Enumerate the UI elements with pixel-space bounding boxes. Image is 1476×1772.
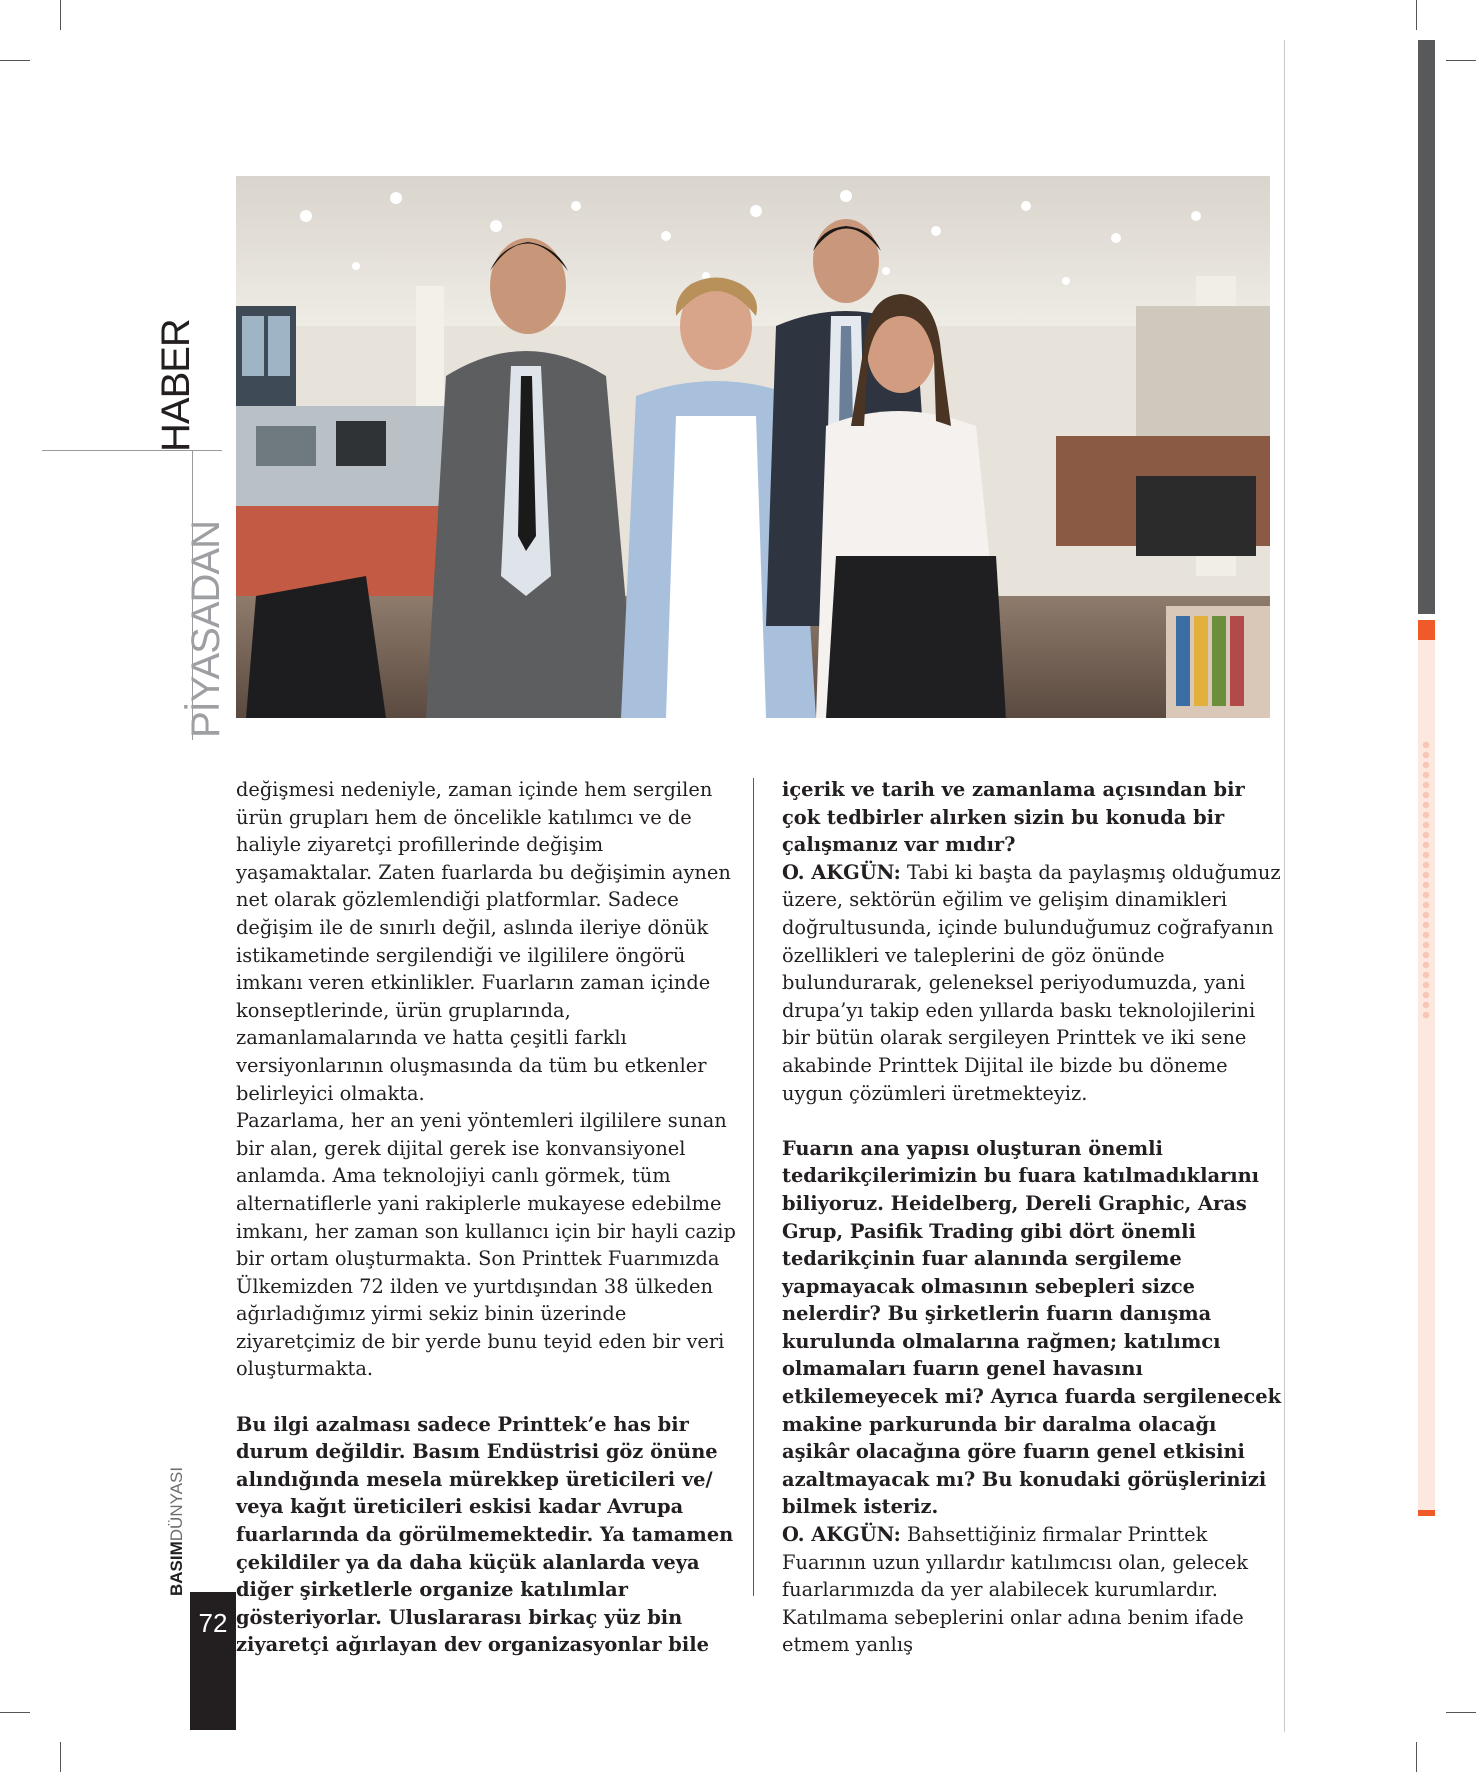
margin-bar-accent — [1418, 620, 1435, 640]
crop-mark — [1446, 1712, 1476, 1713]
margin-bar-accent-bottom — [1418, 1510, 1435, 1516]
crop-mark — [60, 0, 61, 30]
margin-dot-pattern — [1420, 740, 1432, 1020]
answer-text: Tabi ki başta da paylaşmış olduğumuz üzere, sektörün eğilim ve gelişim dinamikleri doğrultusunda, içinde bulunduğumuz coğrafyanın özellikleri ve taleplerini de göz önünde bulundurarak, geleneksel periyodumuzda, yani drupa’yı takip eden yıllarda baskı teknolojilerini bir bütün olarak sergileyen Printtek ve iki sene akabinde Printtek Dijital ile bizde bu döneme uygun çözümleri üretmekteyiz. — [782, 860, 1281, 1105]
paragraph-gap — [782, 1107, 1282, 1135]
section-label: HABER — [154, 319, 198, 452]
right-margin-rule — [1284, 40, 1285, 1732]
crop-mark — [1416, 1742, 1417, 1772]
article-paragraph: Pazarlama, her an yeni yöntemleri ilgililere sunan bir alan, gerek dijital gerek ise konvansiyonel anlamda. Ama teknolojiyi canlı görmek, tüm alternatiflerle yani rakiplerle mukayese edebilme imkanı, her zaman son kullanıcı için bir hayli cazip bir ortam oluşturmakta. Son Printtek Fuarımızda Ülkemizden 72 ilden ve yurtdışından 38 ülkeden ağırladığımız yirmi sekiz binin üzerinde ziyaretçimiz de bir yerde bunu teyid eden bir veri oluşturmakta. — [236, 1109, 736, 1381]
crop-mark — [1416, 0, 1417, 30]
magazine-name-bold: BASIM — [167, 1541, 186, 1596]
magazine-name-light: DÜNYASI — [167, 1466, 186, 1542]
paragraph-gap — [236, 1383, 736, 1411]
margin-bar-dark — [1418, 40, 1435, 614]
group-photo — [236, 176, 1270, 718]
column-divider — [753, 778, 754, 1596]
crop-mark — [60, 1742, 61, 1772]
interview-question: Fuarın ana yapısı oluşturan önemli tedarikçilerimizin bu fuara katılmadıklarını biliyoruz. Heidelberg, Dereli Graphic, Aras Grup, Pasifik Trading gibi dört önemli tedarikçinin fuar alanında sergileme yapmayacak olmasının sebepleri sizce nelerdir? Bu şirketlerin fuarın danışma kurulunda olmalarına rağmen; katılımcı olmamaları fuarın genel havasını etkilemeyecek mi? Ayrıca fuarda sergilenecek makine parkurunda bir daralma olacağı aşikâr olacağına göre fuarın genel etkisini azaltmayacak mı? Bu konudaki görüşlerinizi bilmek isteriz. — [782, 1136, 1282, 1519]
interview-question-continued: içerik ve tarih ve zamanlama açısından bir çok tedbirler alırken sizin bu konuda bir çalışmanız var mıdır? — [782, 778, 1245, 857]
article-column-right — [782, 776, 1282, 1659]
page-number: 72 — [198, 1608, 228, 1638]
crop-mark — [1446, 60, 1476, 61]
speaker-name: O. AKGÜN: — [782, 1523, 901, 1547]
interview-answer — [782, 1521, 1282, 1659]
speaker-name: O. AKGÜN: — [782, 860, 901, 884]
magazine-name — [168, 1467, 185, 1596]
crop-mark — [0, 1712, 30, 1713]
article-column-left — [236, 776, 736, 1659]
crop-mark — [0, 60, 30, 61]
category-label: PİYASADAN — [184, 521, 228, 738]
answer-text: Bahsettiğiniz firmalar Printtek Fuarının uzun yıllardır katılımcısı olan, gelecek fuarlarımızda da yer alabilecek kurumlardır. Katılmama sebeplerini onlar adına benim ifade etmem yanlış — [782, 1523, 1248, 1657]
interview-question: Bu ilgi azalması sadece Printtek’e has bir durum değildir. Basım Endüstrisi göz önüne alındığında mesela mürekkep üreticileri ve/ veya kağıt üreticileri eskisi kadar Avrupa fuarlarında da görülmemektedir. Ya tamamen çekildiler ya da daha küçük alanlarda veya diğer şirketlerle organize katılımlar gösteriyorlar. Uluslararası birkaç yüz bin ziyaretçi ağırlayan dev organizasyonlar bile — [236, 1412, 734, 1657]
article-paragraph: değişmesi nedeniyle, zaman içinde hem sergilen ürün grupları hem de öncelikle katılımcı ve de haliyle ziyaretçi profillerinde değişim yaşamaktalar. Zaten fuarlarda bu değişimin aynen net olarak gözlemlendiği platformlar. Sadece değişim ile de sınırlı değil, aslında ileriye dönük istikametinde sergilendiği ve ilgililere öngörü imkanı veren etkinlikler. Fuarların zaman içinde konseptlerinde, ürün gruplarında, zamanlamalarında ve hatta çeşitli farklı versiyonlarının oluşmasında da tüm bu etkenler belirleyici olmakta. — [236, 778, 731, 1105]
interview-answer — [782, 859, 1282, 1107]
group-photo-icon — [236, 176, 1270, 718]
